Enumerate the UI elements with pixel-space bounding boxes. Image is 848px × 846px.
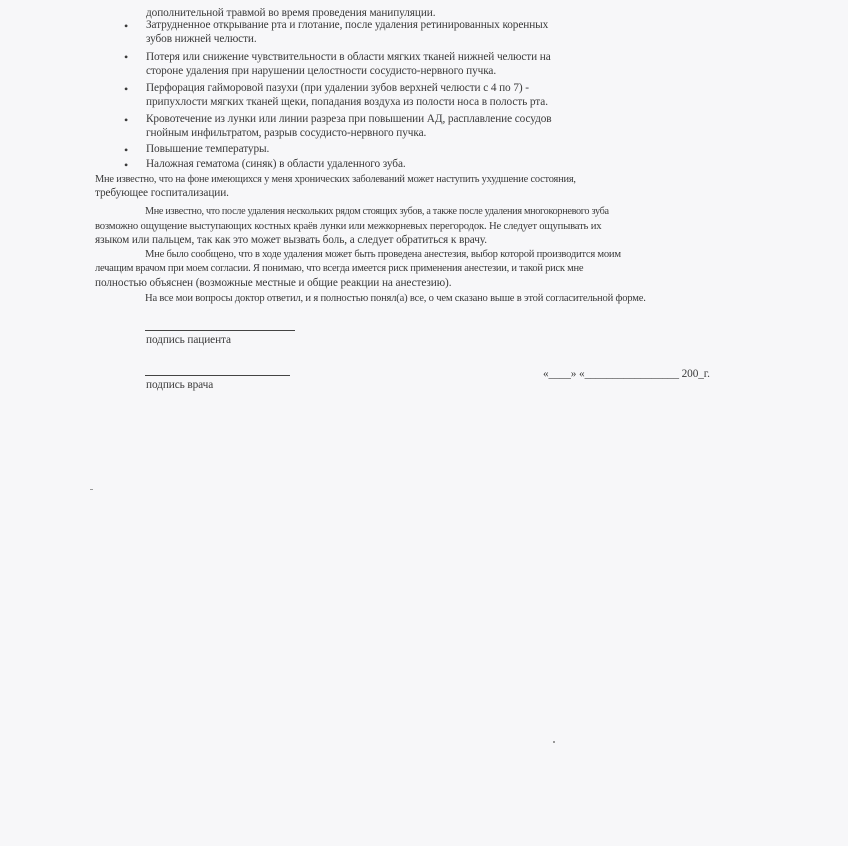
bullet-icon: •: [124, 82, 129, 96]
patient-signature-line: [145, 330, 295, 331]
paragraph-4: На все мои вопросы доктор ответил, и я полностью понял(а) все, о чем сказано выше в этой согласительной форме.: [145, 293, 646, 304]
bullet-icon: •: [124, 158, 129, 172]
paragraph-3-line2: лечащим врачом при моем согласии. Я понимаю, что всегда имеется риск применения анестезии, и такой риск мне: [95, 263, 584, 274]
scan-speck: [90, 489, 93, 490]
list-item-4-line2: припухлости мягких тканей щеки, попадания воздуха из полости носа в полость рта.: [146, 96, 548, 108]
list-item-5-line1: Кровотечение из лунки или линии разреза при повышении АД, расплавление сосудов: [146, 113, 552, 125]
list-item-3-line1: Потеря или снижение чувствительности в области мягких тканей нижней челюсти на: [146, 51, 551, 63]
list-item-5-line2: гнойным инфильтратом, разрыв сосудисто-нервного пучка.: [146, 127, 427, 139]
doctor-signature-line: [145, 375, 290, 376]
list-item-3-line2: стороне удаления при нарушении целостности сосудисто-нервного пучка.: [146, 65, 497, 77]
bullet-icon: •: [124, 143, 129, 157]
paragraph-2-line3: языком или пальцем, так как это может вызвать боль, а следует обратиться к врачу.: [95, 234, 487, 246]
list-item-7: Наложная гематома (синяк) в области удаленного зуба.: [146, 158, 406, 170]
paragraph-3-line3: полностью объяснен (возможные местные и общие реакции на анестезию).: [95, 277, 452, 289]
paragraph-2-line2: возможно ощущение выступающих костных краёв лунки или межкорневых перегородок. Не следует ощупывать их: [95, 220, 602, 232]
list-item-6: Повышение температуры.: [146, 143, 270, 155]
paragraph-1-line1: Мне известно, что на фоне имеющихся у меня хронических заболеваний может наступить ухудшение состояния,: [95, 174, 576, 185]
list-item-2-line1: Затрудненное открывание рта и глотание, после удаления ретинированных коренных: [146, 19, 549, 31]
scan-speck: [553, 741, 555, 743]
bullet-icon: •: [124, 19, 129, 33]
list-item-4-line1: Перфорация гайморовой пазухи (при удалении зубов верхней челюсти с 4 по 7) -: [146, 82, 529, 94]
bullet-icon: •: [124, 50, 129, 64]
bullet-icon: •: [124, 113, 129, 127]
patient-signature-label: подпись пациента: [146, 334, 231, 346]
paragraph-3-line1: Мне было сообщено, что в ходе удаления может быть проведена анестезия, выбор которой производится моим: [145, 249, 621, 260]
date-field: «____» «_________________ 200_г.: [543, 368, 710, 380]
paragraph-2-line1: Мне известно, что после удаления нескольких рядом стоящих зубов, а также после удаления многокорневого зуба: [145, 206, 609, 217]
doctor-signature-label: подпись врача: [146, 379, 214, 391]
paragraph-1-line2: требующее госпитализации.: [95, 187, 229, 199]
list-item-2-line2: зубов нижней челюсти.: [146, 33, 257, 45]
list-item-1-continuation: дополнительной травмой во время проведения манипуляции.: [146, 7, 436, 19]
